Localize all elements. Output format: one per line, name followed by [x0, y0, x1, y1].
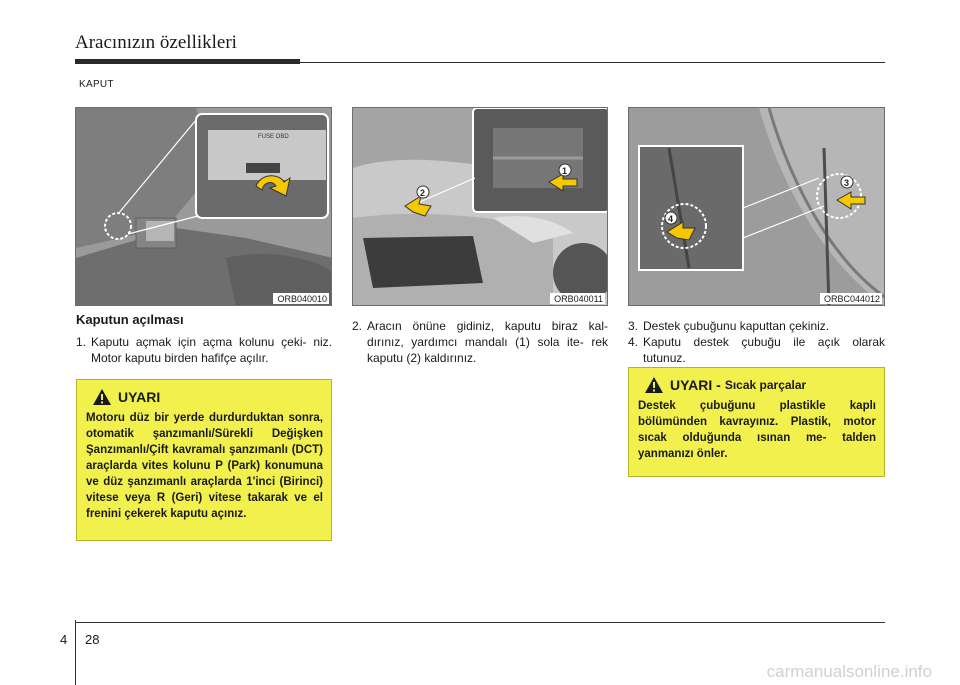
- footer-rule-horizontal: [75, 622, 885, 623]
- warning-box: [76, 379, 332, 541]
- chapter-number: 4: [60, 632, 68, 647]
- warning-triangle-icon: [92, 388, 112, 406]
- step-number: 3.: [628, 319, 639, 333]
- hood-release-lever-illustration-icon: [76, 108, 332, 306]
- hood-latch-illustration-icon: [353, 108, 608, 306]
- instruction-step: [628, 334, 885, 366]
- warning-body: Destek çubuğunu plastikle kaplı bölümünden kavrayınız. Plastik, motor sıcak olduğunda ısınan me- talden yanmanızı önler.: [638, 400, 876, 460]
- warning-title-text: UYARI -: [670, 377, 721, 393]
- warning-box-hot-parts: [628, 367, 885, 477]
- figure-hood-latch: [352, 107, 608, 306]
- section-tag: KAPUT: [79, 79, 114, 90]
- header-rule-thick: [75, 59, 300, 64]
- callout-3: 3: [844, 178, 850, 188]
- svg-text:FUSE OBD: FUSE OBD: [258, 134, 289, 140]
- step-number: 2.: [352, 319, 363, 333]
- footer-rule-vertical: [75, 620, 76, 685]
- callout-1: 1: [562, 166, 568, 176]
- figure-hood-support-rod: [628, 107, 885, 306]
- callout-2: 2: [420, 188, 426, 198]
- page-number: 28: [85, 632, 100, 647]
- watermark: carmanualsonline.info: [766, 662, 932, 681]
- figure-code-label: ORBC044012: [820, 293, 882, 304]
- step-text: Aracın önüne gidiniz, kaputu biraz kal- dırınız, yardımcı mandalı (1) sola ite- rek kaputu (2) kaldırınız.: [367, 319, 608, 365]
- instruction-step: [76, 334, 332, 366]
- warning-title-text: UYARI: [118, 389, 161, 405]
- header-rule-thin: [300, 62, 885, 63]
- warning-subtitle: Sıcak parçalar: [724, 378, 807, 392]
- step-text: Kaputu destek çubuğu ile açık olarak tutunuz.: [643, 335, 885, 365]
- warning-title: [92, 388, 323, 406]
- step-number: 4.: [628, 335, 639, 349]
- warning-title: [644, 376, 876, 394]
- section-heading: Kaputun açılması: [76, 312, 184, 327]
- warning-body: Motoru düz bir yerde durdurduktan sonra, otomatik şanzımanlı/Sürekli Değişken Şanzımanlı/Çift kavramalı şanzımanlı (DCT) araçlarda vites kolunu P (Park) konumuna ve düz şanzımanlı araçlarda 1'inci (Birinci) vitese veya R (Geri) vitese takarak ve el frenini çekerek kaputu açınız.: [86, 412, 323, 520]
- instruction-step: [352, 318, 608, 366]
- figure-code-label: ORB040011: [550, 293, 605, 304]
- figure-hood-release-lever: [75, 107, 332, 306]
- callout-4: 4: [668, 214, 674, 224]
- step-text: Kaputu açmak için açma kolunu çeki- niz. Motor kaputu birden hafifçe açılır.: [91, 335, 332, 365]
- step-number: 1.: [76, 335, 87, 349]
- figure-code-label: ORB040010: [273, 293, 329, 304]
- page-header-title: Aracınızın özellikleri: [75, 32, 237, 53]
- instruction-step: [628, 318, 885, 334]
- hood-support-rod-illustration-icon: [629, 108, 885, 306]
- step-text: Destek çubuğunu kaputtan çekiniz.: [643, 319, 830, 333]
- warning-triangle-icon: [644, 376, 664, 394]
